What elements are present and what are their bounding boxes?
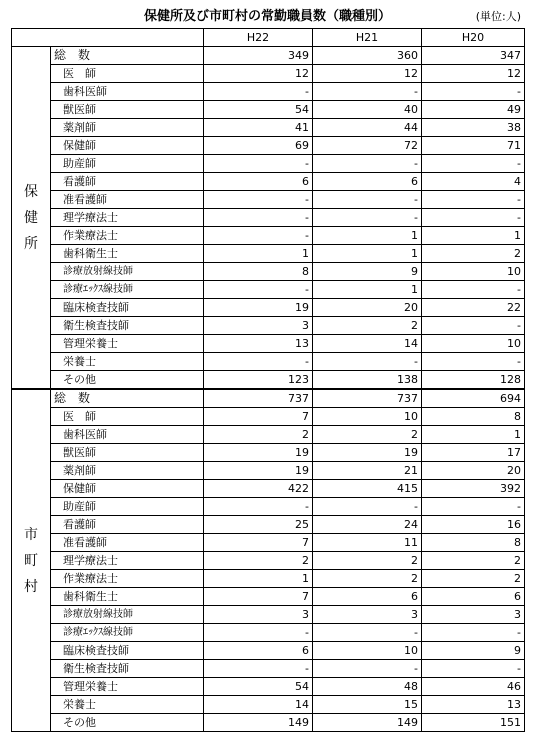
value-cell: 19 [204,462,313,480]
value-cell: 7 [204,408,313,426]
value-cell: 123 [204,371,313,390]
value-cell: 2 [313,426,422,444]
row-label: 衛生検査技師 [51,317,204,335]
value-cell: 1 [422,426,525,444]
table-row [12,119,525,137]
value-cell: 19 [204,444,313,462]
table-header-row [12,29,525,47]
table-row [12,335,525,353]
value-cell: 10 [313,408,422,426]
row-label: 診療ｴｯｸｽ線技師 [51,281,204,299]
value-cell: - [204,209,313,227]
value-cell: 49 [422,101,525,119]
value-cell: 2 [422,552,525,570]
row-label: 助産師 [51,498,204,516]
value-cell: - [204,83,313,101]
group-label-char: 健 [24,209,38,226]
table-row [12,137,525,155]
row-label: 理学療法士 [51,209,204,227]
value-cell: - [422,209,525,227]
column-header: H20 [422,29,525,47]
value-cell: - [313,209,422,227]
table-row [12,642,525,660]
table-body [12,47,525,732]
table-row [12,534,525,552]
value-cell: 16 [422,516,525,534]
value-cell: 21 [313,462,422,480]
page-title: 保健所及び市町村の常勤職員数（職種別） [143,9,391,24]
row-label: 理学療法士 [51,552,204,570]
value-cell: 9 [313,263,422,281]
row-label: 衛生検査技師 [51,660,204,678]
table-row [12,389,525,408]
value-cell: - [204,281,313,299]
value-cell: 737 [313,389,422,408]
value-cell: - [313,624,422,642]
table-row [12,173,525,191]
table-row [12,516,525,534]
row-label: 保健師 [51,137,204,155]
value-cell: 44 [313,119,422,137]
table-row [12,660,525,678]
value-cell: - [422,281,525,299]
table-row [12,299,525,317]
value-cell: - [313,83,422,101]
value-cell: - [422,317,525,335]
value-cell: - [204,227,313,245]
table-row [12,101,525,119]
value-cell: 8 [422,534,525,552]
table-row [12,462,525,480]
table-row [12,480,525,498]
value-cell: - [313,498,422,516]
value-cell: 2 [422,245,525,263]
value-cell: - [313,353,422,371]
table-row [12,47,525,65]
value-cell: - [422,660,525,678]
value-cell: 13 [422,696,525,714]
table-row [12,444,525,462]
row-label: 准看護師 [51,534,204,552]
value-cell: 1 [422,227,525,245]
value-cell: 69 [204,137,313,155]
row-label: 獣医師 [51,101,204,119]
row-label: 保健師 [51,480,204,498]
value-cell: 1 [313,281,422,299]
row-label: 管理栄養士 [51,335,204,353]
row-label: 薬剤師 [51,462,204,480]
group-label-char: 保 [24,183,38,200]
row-label: 歯科医師 [51,426,204,444]
value-cell: 10 [313,642,422,660]
value-cell: 22 [422,299,525,317]
value-cell: 72 [313,137,422,155]
value-cell: 6 [422,588,525,606]
row-label: 臨床検査技師 [51,642,204,660]
table-row [12,498,525,516]
value-cell: - [204,498,313,516]
table-row [12,696,525,714]
value-cell: 360 [313,47,422,65]
table-row [12,353,525,371]
value-cell: 1 [204,245,313,263]
staff-table [11,28,525,732]
row-label: 准看護師 [51,191,204,209]
value-cell: 694 [422,389,525,408]
row-label: 栄養士 [51,696,204,714]
row-label: その他 [51,714,204,732]
table-row [12,191,525,209]
group-label-char: 所 [24,235,38,252]
row-label: 獣医師 [51,444,204,462]
row-label: 診療ｴｯｸｽ線技師 [51,624,204,642]
value-cell: 14 [204,696,313,714]
row-label: 薬剤師 [51,119,204,137]
table-row [12,408,525,426]
value-cell: 3 [422,606,525,624]
value-cell: 6 [313,588,422,606]
group-label-char: 市 [24,526,38,543]
value-cell: 48 [313,678,422,696]
value-cell: 422 [204,480,313,498]
value-cell: 12 [422,65,525,83]
row-label: 診療放射線技師 [51,606,204,624]
header-blank-cell [12,29,204,47]
table-row [12,263,525,281]
value-cell: 1 [313,227,422,245]
value-cell: 54 [204,101,313,119]
row-label: 歯科衛生士 [51,588,204,606]
value-cell: 4 [422,173,525,191]
column-header: H22 [204,29,313,47]
table-row [12,281,525,299]
row-label: 作業療法士 [51,570,204,588]
value-cell: 3 [204,317,313,335]
value-cell: 41 [204,119,313,137]
value-cell: 40 [313,101,422,119]
row-label: 総 数 [51,389,204,408]
row-label: 医 師 [51,408,204,426]
value-cell: 151 [422,714,525,732]
value-cell: 3 [204,606,313,624]
value-cell: 19 [313,444,422,462]
unit-label: (単位:人) [475,10,521,23]
value-cell: 128 [422,371,525,390]
row-label: 診療放射線技師 [51,263,204,281]
value-cell: 415 [313,480,422,498]
value-cell: - [313,191,422,209]
value-cell: 2 [313,570,422,588]
value-cell: 9 [422,642,525,660]
value-cell: 15 [313,696,422,714]
value-cell: 6 [204,173,313,191]
value-cell: - [313,155,422,173]
value-cell: 10 [422,263,525,281]
table-row [12,227,525,245]
value-cell: - [422,191,525,209]
table-row [12,245,525,263]
column-header: H21 [313,29,422,47]
value-cell: 1 [204,570,313,588]
row-label: 作業療法士 [51,227,204,245]
row-label: 医 師 [51,65,204,83]
value-cell: 6 [313,173,422,191]
value-cell: - [422,624,525,642]
value-cell: 19 [204,299,313,317]
value-cell: - [422,353,525,371]
row-label: 臨床検査技師 [51,299,204,317]
table-row [12,155,525,173]
table-row [12,714,525,732]
table-row [12,570,525,588]
group-label-char: 町 [24,552,38,569]
value-cell: 14 [313,335,422,353]
value-cell: 149 [313,714,422,732]
table-row [12,588,525,606]
row-label: 助産師 [51,155,204,173]
value-cell: 737 [204,389,313,408]
row-label: 歯科衛生士 [51,245,204,263]
value-cell: 392 [422,480,525,498]
value-cell: 7 [204,588,313,606]
value-cell: 54 [204,678,313,696]
value-cell: 2 [204,426,313,444]
value-cell: 20 [422,462,525,480]
value-cell: 149 [204,714,313,732]
value-cell: - [204,353,313,371]
value-cell: 8 [422,408,525,426]
value-cell: 138 [313,371,422,390]
table-row [12,678,525,696]
group-label-char: 村 [24,578,38,595]
value-cell: 46 [422,678,525,696]
value-cell: 17 [422,444,525,462]
value-cell: 13 [204,335,313,353]
value-cell: 3 [313,606,422,624]
value-cell: - [204,191,313,209]
value-cell: 20 [313,299,422,317]
value-cell: 25 [204,516,313,534]
value-cell: 6 [204,642,313,660]
value-cell: 2 [313,552,422,570]
value-cell: - [422,83,525,101]
table-row [12,426,525,444]
value-cell: - [313,660,422,678]
group-label [12,47,51,390]
row-label: 歯科医師 [51,83,204,101]
table-row [12,209,525,227]
table-row [12,65,525,83]
group-label [12,389,51,732]
row-label: 管理栄養士 [51,678,204,696]
row-label: 総 数 [51,47,204,65]
value-cell: 71 [422,137,525,155]
value-cell: 349 [204,47,313,65]
row-label: 看護師 [51,516,204,534]
row-label: その他 [51,371,204,390]
value-cell: - [204,660,313,678]
value-cell: - [204,155,313,173]
value-cell: - [422,155,525,173]
value-cell: 2 [422,570,525,588]
value-cell: 1 [313,245,422,263]
table-row [12,552,525,570]
value-cell: 8 [204,263,313,281]
value-cell: 10 [422,335,525,353]
value-cell: - [422,498,525,516]
value-cell: 347 [422,47,525,65]
value-cell: 2 [204,552,313,570]
value-cell: - [204,624,313,642]
value-cell: 12 [204,65,313,83]
table-row [12,83,525,101]
value-cell: 12 [313,65,422,83]
value-cell: 2 [313,317,422,335]
table-row [12,624,525,642]
value-cell: 24 [313,516,422,534]
value-cell: 38 [422,119,525,137]
table-row [12,606,525,624]
table-row [12,317,525,335]
row-label: 栄養士 [51,353,204,371]
table-row [12,371,525,390]
row-label: 看護師 [51,173,204,191]
value-cell: 7 [204,534,313,552]
value-cell: 11 [313,534,422,552]
